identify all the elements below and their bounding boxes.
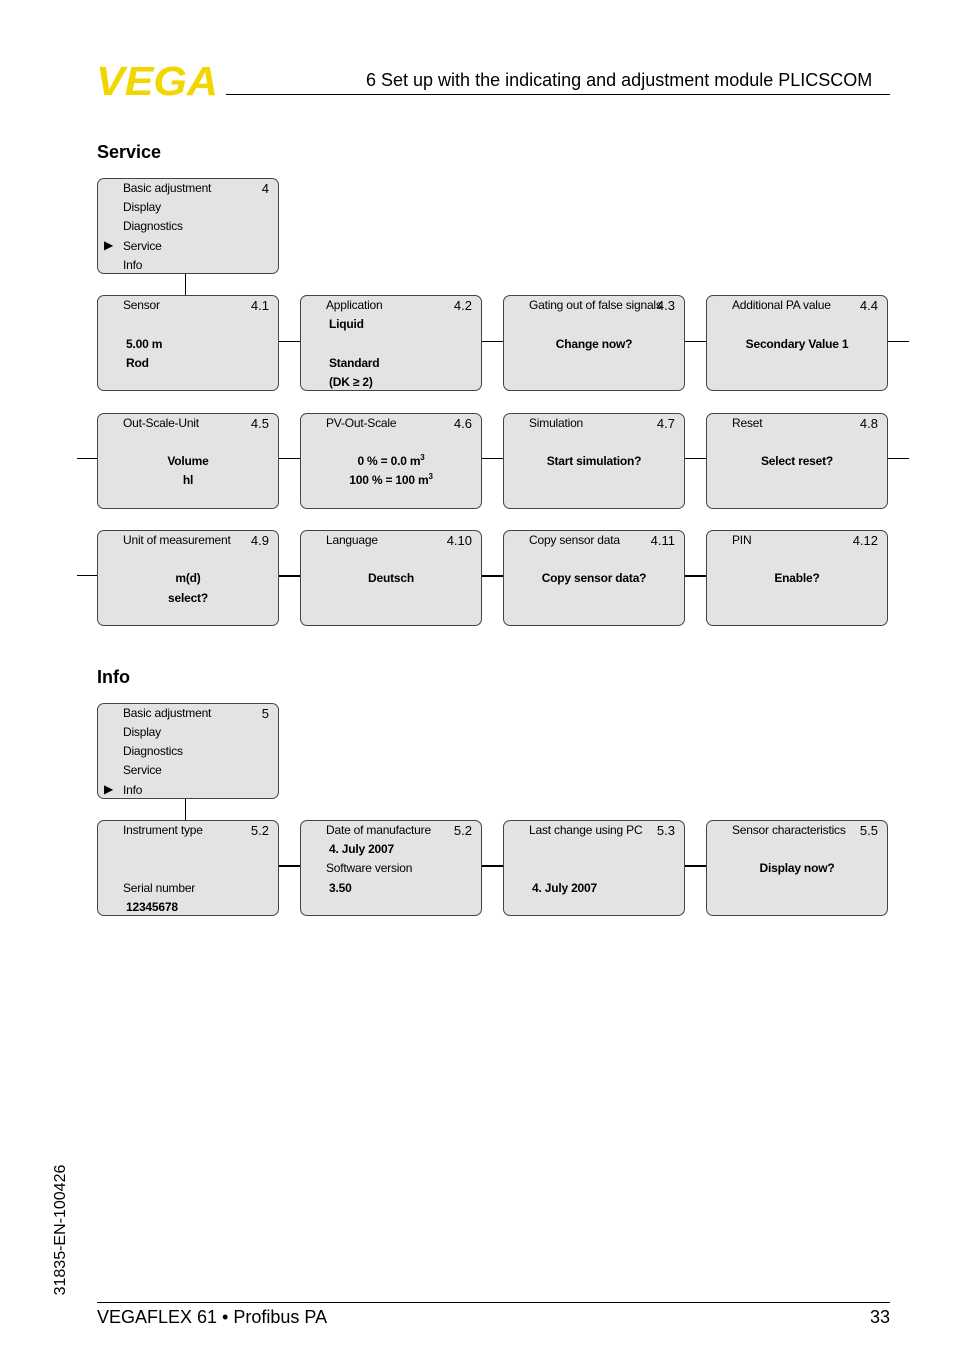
box-title: Last change using PC (529, 823, 643, 837)
header-rule (226, 94, 890, 95)
box-number: 4.11 (650, 533, 675, 548)
box-number: 4.5 (250, 416, 269, 431)
connector-line (482, 575, 503, 577)
menu-box-4-8 (706, 413, 888, 509)
box-action: Secondary Value 1 (745, 337, 849, 351)
box-title: Application (326, 298, 383, 312)
box-number: 5.3 (656, 823, 675, 838)
box-value: 12345678 (126, 900, 178, 914)
box-title: Sensor characteristics (732, 823, 846, 837)
box-title: Sensor (123, 298, 160, 312)
connector-line (482, 458, 503, 459)
connector-line (185, 799, 186, 820)
box-action: Start simulation? (546, 454, 642, 468)
box-number: 5.5 (859, 823, 878, 838)
menu-box-4-7 (503, 413, 685, 509)
menu-box-4-12 (706, 530, 888, 626)
box-value: m(d) (175, 571, 201, 585)
connector-line (685, 865, 706, 867)
box-title: Simulation (529, 416, 584, 430)
connector-line (685, 341, 706, 342)
page-number: 33 (869, 1307, 890, 1327)
menu-item-display: Display (123, 725, 161, 739)
box-number: 4.6 (453, 416, 472, 431)
box-action: Enable? (774, 571, 820, 585)
box-title: PIN (732, 533, 752, 547)
menu-box-4-2 (300, 295, 482, 391)
connector-line (888, 458, 909, 459)
connector-line (279, 865, 300, 867)
menu-item-service: Service (123, 239, 162, 253)
menu-box-4-1 (97, 295, 279, 391)
box-value: Standard (329, 356, 380, 370)
connector-line (279, 341, 300, 342)
footer-rule (97, 1302, 890, 1303)
box-number: 4.3 (656, 298, 675, 313)
document-id: 31835-EN-100426 (52, 1164, 69, 1296)
box-value: Liquid (329, 317, 364, 331)
box-value: 5.00 m (126, 337, 163, 351)
menu-item-diagnostics: Diagnostics (123, 219, 183, 233)
box-number: 4.12 (852, 533, 878, 548)
box-number: 4.10 (446, 533, 472, 548)
box-action: Change now? (555, 337, 633, 351)
menu-box-4-11 (503, 530, 685, 626)
box-title: Date of manufacture (326, 823, 431, 837)
box-title: Reset (732, 416, 763, 430)
menu-item-basic-adjustment: Basic adjustment (123, 181, 212, 195)
selection-arrow-icon: ▶ (104, 782, 114, 796)
connector-line (77, 575, 97, 576)
box-number: 4.4 (859, 298, 878, 313)
connector-line (279, 575, 300, 577)
box-action: Select reset? (760, 454, 834, 468)
footer-product: VEGAFLEX 61 • Profibus PA (97, 1307, 328, 1327)
box-number: 4.1 (250, 298, 269, 313)
chapter-heading: 6 Set up with the indicating and adjustment module PLICSCOM (366, 70, 873, 90)
menu-box-5-1 (97, 820, 279, 916)
menu-box-5-4 (706, 820, 888, 916)
box-value: 3.50 (329, 881, 352, 895)
box-value: Volume (167, 454, 209, 468)
box-number: 5.2 (453, 823, 472, 838)
box-value: select? (168, 591, 208, 605)
box-number: 5.2 (250, 823, 269, 838)
info-main-menu (97, 703, 279, 799)
box-value: 4. July 2007 (532, 881, 597, 895)
selection-arrow-icon: ▶ (104, 238, 114, 252)
vega-logo (96, 64, 220, 98)
menu-number: 4 (261, 181, 269, 196)
menu-box-4-5 (97, 413, 279, 509)
menu-box-4-3 (503, 295, 685, 391)
menu-number: 5 (261, 706, 269, 721)
box-title: Copy sensor data (529, 533, 620, 547)
menu-box-4-9 (97, 530, 279, 626)
connector-line (185, 274, 186, 295)
menu-item-display: Display (123, 200, 161, 214)
menu-item-info: Info (123, 258, 143, 272)
connector-line (888, 341, 909, 342)
menu-item-info: Info (123, 783, 143, 797)
menu-box-4-10 (300, 530, 482, 626)
box-number: 4.2 (453, 298, 472, 313)
box-value: hl (182, 473, 194, 487)
box-title: Unit of measurement (123, 533, 231, 547)
box-label: Serial number (123, 881, 196, 895)
box-title: Out-Scale-Unit (123, 416, 199, 430)
menu-box-5-2 (300, 820, 482, 916)
box-number: 4.8 (859, 416, 878, 431)
connector-line (685, 458, 706, 459)
box-number: 4.9 (250, 533, 269, 548)
menu-item-basic-adjustment: Basic adjustment (123, 706, 212, 720)
menu-item-diagnostics: Diagnostics (123, 744, 183, 758)
box-title: Language (326, 533, 378, 547)
box-title: PV-Out-Scale (326, 416, 397, 430)
connector-line (279, 458, 300, 459)
connector-line (77, 458, 97, 459)
menu-box-5-3 (503, 820, 685, 916)
box-value: 100 % = 100 $m^3$ (349, 472, 433, 487)
box-action: Deutsch (368, 571, 414, 585)
box-label: Software version (326, 861, 413, 875)
box-value: 4. July 2007 (329, 842, 394, 856)
box-value: Rod (126, 356, 149, 370)
box-title: Gating out of false signals (529, 298, 662, 312)
info-section-title: Info (97, 667, 130, 687)
menu-box-4-6 (300, 413, 482, 509)
connector-line (482, 865, 503, 867)
logo-text: VEGA (96, 64, 218, 98)
box-action: Display now? (759, 861, 835, 875)
box-value: 0 % = 0.0 $m^3$ (357, 453, 425, 468)
box-number: 4.7 (656, 416, 675, 431)
box-value: (DK ≥ 2) (329, 375, 373, 389)
connector-line (685, 575, 706, 577)
box-action: Copy sensor data? (541, 571, 647, 585)
menu-item-service: Service (123, 763, 162, 777)
service-main-menu (97, 178, 279, 274)
box-title: Additional PA value (732, 298, 831, 312)
service-section-title: Service (97, 142, 162, 162)
menu-box-4-4 (706, 295, 888, 391)
connector-line (482, 341, 503, 342)
box-title: Instrument type (123, 823, 203, 837)
